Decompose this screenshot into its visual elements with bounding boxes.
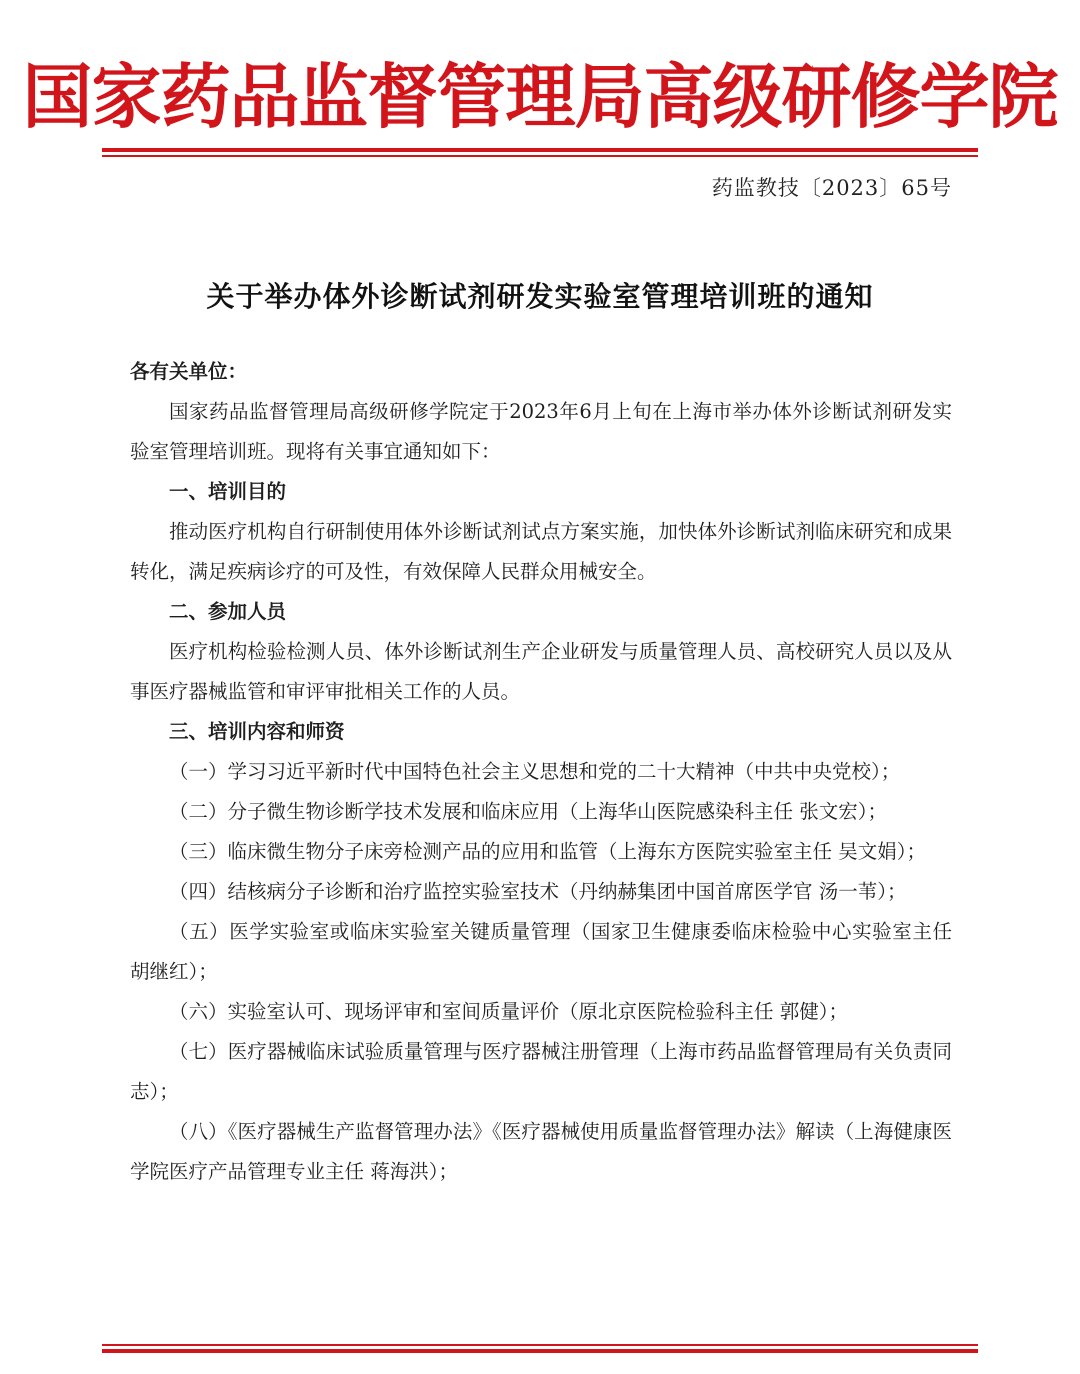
document-title: 关于举办体外诊断试剂研发实验室管理培训班的通知 — [206, 280, 874, 313]
participants-paragraph: 医疗机构检验检测人员、体外诊断试剂生产企业研发与质量管理人员、高校研究人员以及从事医疗器械监管和审评审批相关工作的人员。 — [130, 640, 952, 703]
content-item: （四）结核病分子诊断和治疗监控实验室技术（丹纳赫集团中国首席医学官 汤一苇）； — [169, 880, 907, 903]
institution-header: 国家药品监督管理局高级研修学院 — [22, 56, 1058, 138]
document-number: 药监教技〔2023〕65号 — [711, 176, 952, 200]
content-item: （七）医疗器械临床试验质量管理与医疗器械注册管理（上海市药品监督管理局有关负责同志）； — [130, 1040, 952, 1103]
intro-paragraph: 国家药品监督管理局高级研修学院定于2023年6月上旬在上海市举办体外诊断试剂研发实验室管理培训班。现将有关事宜通知如下： — [130, 400, 952, 463]
content-item: （二）分子微生物诊断学技术发展和临床应用（上海华山医院感染科主任 张文宏）； — [169, 800, 887, 823]
content-item: （六）实验室认可、现场评审和室间质量评价（原北京医院检验科主任 郭健）； — [169, 1000, 848, 1023]
document-body — [130, 352, 952, 1192]
header-rule-thin — [102, 155, 978, 157]
content-item: （一）学习习近平新时代中国特色社会主义思想和党的二十大精神（中共中央党校）； — [169, 760, 901, 783]
content-item: （三）临床微生物分子床旁检测产品的应用和监管（上海东方医院实验室主任 吴文娟）； — [169, 840, 926, 863]
section-heading-purpose: 一、培训目的 — [169, 480, 287, 503]
salutation: 各有关单位： — [130, 360, 248, 383]
header-rule-thick — [102, 148, 978, 152]
section-heading-participants: 二、参加人员 — [169, 600, 287, 623]
purpose-paragraph: 推动医疗机构自行研制使用体外诊断试剂试点方案实施，加快体外诊断试剂临床研究和成果转化，满足疾病诊疗的可及性，有效保障人民群众用械安全。 — [130, 520, 952, 583]
footer-rule-thin — [102, 1344, 978, 1346]
footer-rule-thick — [102, 1349, 978, 1353]
content-item: （五）医学实验室或临床实验室关键质量管理（国家卫生健康委临床检验中心实验室主任 胡继红）； — [130, 920, 952, 983]
section-heading-content: 三、培训内容和师资 — [169, 720, 345, 743]
content-item: （八）《医疗器械生产监督管理办法》《医疗器械使用质量监督管理办法》解读（上海健康医学院医疗产品管理专业主任 蒋海洪）； — [130, 1120, 952, 1183]
